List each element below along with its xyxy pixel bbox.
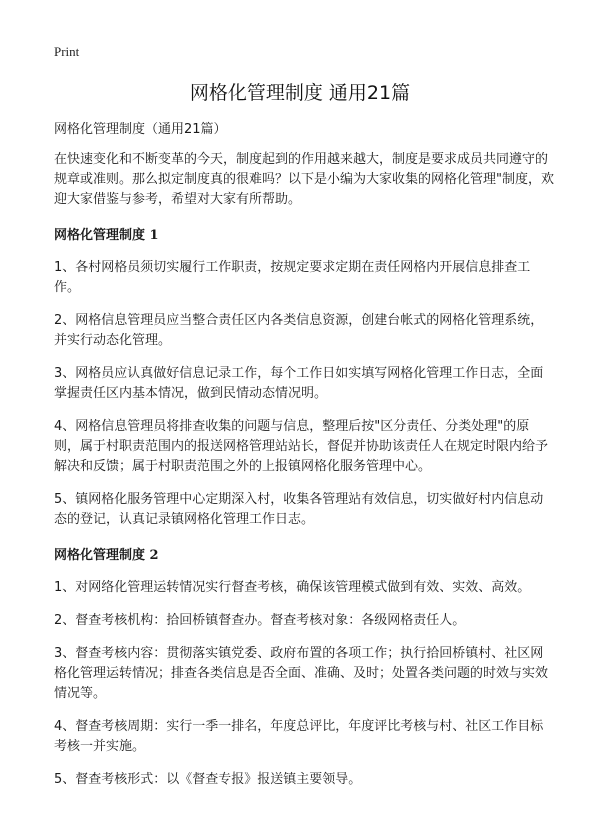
list-item: 1、对网络化管理运转情况实行督查考核，确保该管理模式做到有效、实效、高效。	[54, 580, 531, 595]
article-body	[54, 121, 554, 803]
intro-paragraph: 在快速变化和不断变革的今天，制度起到的作用越来越大，制度是要求成员共同遵守的规章或准则。那么拟定制度真的很难吗？以下是小编为大家收集的网格化管理"制度，欢迎大家借鉴与参考，希望对大家有所帮助。	[54, 152, 554, 207]
print-link[interactable]: Print	[54, 44, 80, 59]
list-item: 1、各村网格员须切实履行工作职责，按规定要求定期在责任网格内开展信息排查工作。	[54, 260, 531, 295]
list-item: 5、督查考核形式：以《督查专报》报送镇主要领导。	[54, 772, 362, 787]
section-1	[54, 226, 554, 530]
list-item: 3、督查考核内容：贯彻落实镇党委、政府布置的各项工作；执行拾回桥镇村、社区网格化管理运转情况；排查各类信息是否全面、准确、及时；处置各类问题的时效与实效情况等。	[54, 646, 549, 701]
list-item: 2、网格信息管理员应当整合责任区内各类信息资源，创建台帐式的网格化管理系统，并实行动态化管理。	[54, 313, 544, 348]
list-item: 4、督查考核周期：实行一季一排名，年度总评比，年度评比考核与村、社区工作目标考核一并实施。	[54, 719, 544, 754]
section-2	[54, 546, 554, 790]
list-item: 4、网格信息管理员将排查收集的问题与信息，整理后按"区分责任、分类处理"的原则，属于村职责范围内的报送网格管理站站长，督促并协助该责任人在规定时限内给予解决和反馈；属于村职责范围之外的上报镇网格化服务管理中心。	[54, 419, 549, 474]
article-subtitle: 网格化管理制度（通用21篇）	[54, 122, 227, 137]
list-item: 2、督查考核机构：拾回桥镇督查办。督查考核对象：各级网格责任人。	[54, 613, 466, 628]
section-heading: 网格化管理制度 2	[54, 548, 159, 563]
list-item: 3、网格员应认真做好信息记录工作，每个工作日如实填写网格化管理工作日志，全面掌握责任区内基本情况，做到民情动态情况明。	[54, 366, 544, 401]
section-heading: 网格化管理制度 1	[54, 228, 159, 243]
list-item: 5、镇网格化服务管理中心定期深入村，收集各管理站有效信息，切实做好村内信息动态的登记，认真记录镇网格化管理工作日志。	[54, 492, 544, 527]
page-title: 网格化管理制度 通用21篇	[189, 82, 411, 104]
